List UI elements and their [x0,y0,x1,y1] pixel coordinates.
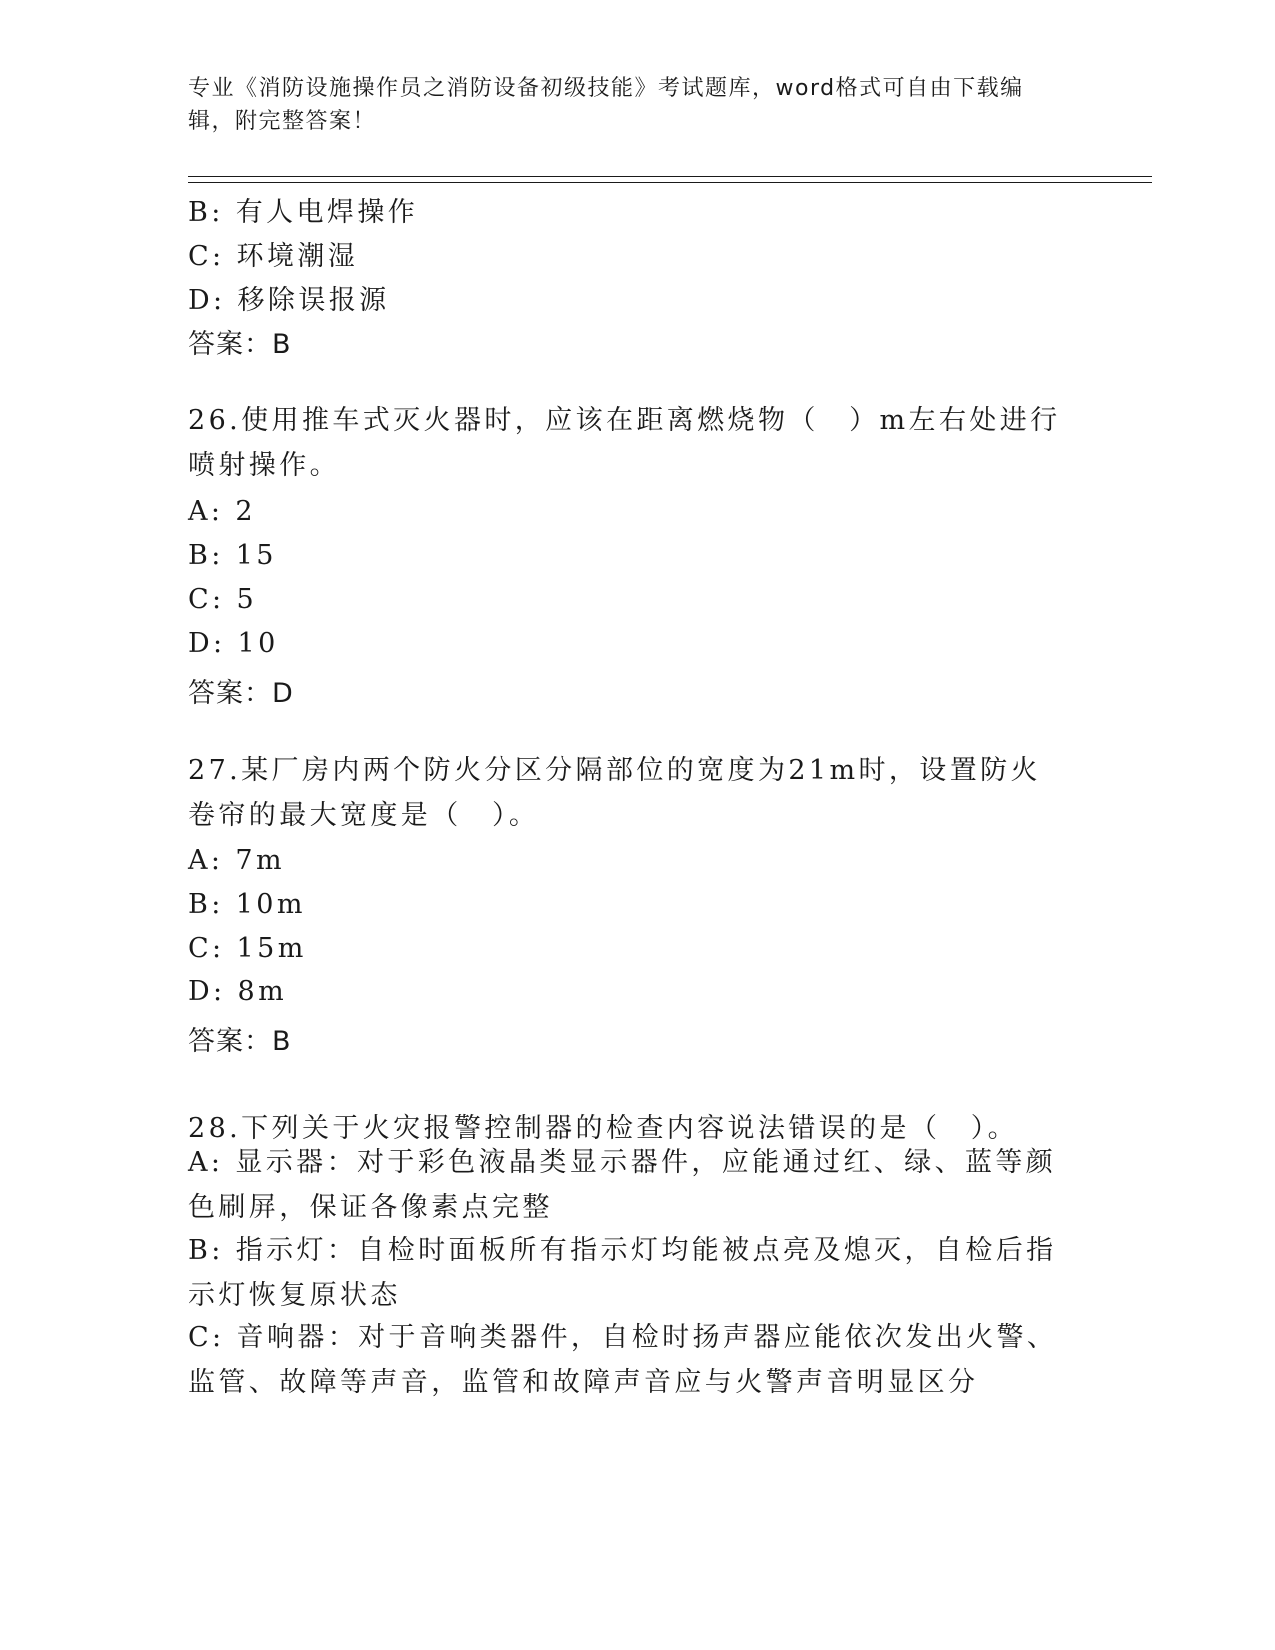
q25-option-d: D: 移除误报源 [188,285,390,316]
header-divider-top [188,176,1152,177]
q26-option-d: D: 10 [188,628,279,659]
q26-option-c: C: 5 [188,584,258,615]
document-header: 专业《消防设施操作员之消防设备初级技能》考试题库，word格式可自由下载编辑，附完整答案！ [188,76,1024,134]
q28-option-a: A: 显示器：对于彩色液晶类显示器件，应能通过红、绿、蓝等颜色刷屏，保证各像素点完整 [188,1147,1057,1223]
q25-option-b: B: 有人电焊操作 [188,197,419,228]
q28-stem: 28.下列关于火灾报警控制器的检查内容说法错误的是（ ）。 [188,1113,1019,1144]
q27-answer: 答案：B [188,1026,292,1057]
q27-option-d: D: 8m [188,976,288,1007]
q27-option-a: A: 7m [188,845,285,876]
q26-option-a: A: 2 [188,496,256,527]
q27-stem: 27.某厂房内两个防火分区分隔部位的宽度为21m时，设置防火卷帘的最大宽度是（ ）。 [188,755,1041,831]
q25-answer: 答案：B [188,329,292,360]
q26-answer: 答案：D [188,678,294,709]
q28-option-b: B: 指示灯：自检时面板所有指示灯均能被点亮及熄灭，自检后指示灯恢复原状态 [188,1235,1057,1311]
q28-option-c: C: 音响器：对于音响类器件，自检时扬声器应能依次发出火警、监管、故障等声音，监管和故障声音应与火警声音明显区分 [188,1322,1058,1398]
header-divider-bottom [188,182,1152,183]
q26-stem: 26.使用推车式灭火器时，应该在距离燃烧物（ ）m左右处进行喷射操作。 [188,405,1061,481]
q26-option-b: B: 15 [188,540,277,571]
q27-option-b: B: 10m [188,889,306,920]
q25-option-c: C: 环境潮湿 [188,241,359,272]
q27-option-c: C: 15m [188,933,307,964]
